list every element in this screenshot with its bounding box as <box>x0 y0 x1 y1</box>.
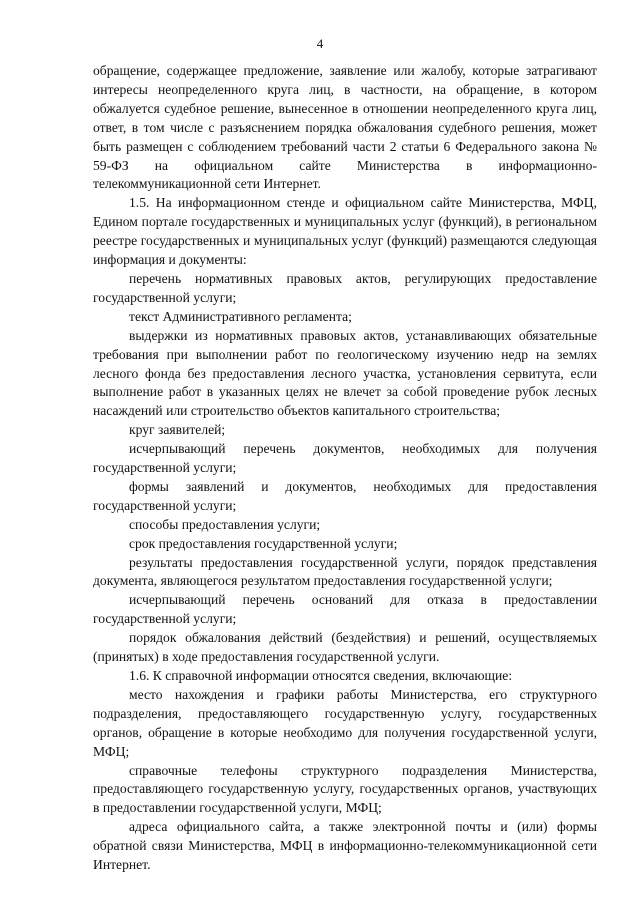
paragraph: 1.6. К справочной информации относятся сведения, включающие: <box>129 668 513 683</box>
list-item: справочные телефоны структурного подразделения Министерства, предоставляющего государственную услугу, государственных органов, участвующих в предоставлении государственной услуги, МФЦ; <box>93 762 597 816</box>
page-number: 4 <box>316 36 324 51</box>
list-item: адреса официального сайта, а также электронной почты и (или) формы обратной связи Министерства, МФЦ в информационно-телекоммуникационной сети Интернет. <box>93 819 597 873</box>
list-item: место нахождения и графики работы Министерства, его структурного подразделения, предоставляющего государственную услугу, государственных органов, обращение в которые необходимо для получения государственной услуги, МФЦ; <box>93 686 597 759</box>
list-item: круг заявителей; <box>129 422 226 438</box>
list-item: срок предоставления государственной услуги; <box>129 535 398 551</box>
list-item: исчерпывающий перечень оснований для отказа в предоставлении государственной услуги; <box>93 592 597 627</box>
list-item: результаты предоставления государственной услуги, порядок представления документа, являющегося результатом предоставления государственной услуги; <box>93 554 597 589</box>
paragraph: обращение, содержащее предложение, заявление или жалобу, которые затрагивают интересы неопределенного круга лиц, в частности, на обращение, в котором обжалуется судебное решение, вынесенное в отношении неопределенного круга лиц, ответ, в том числе с разъяснением порядка обжалования судебного решения, может быть размещен с соблюдением требований части 2 статьи 6 Федерального закона № 59-ФЗ на официальном сайте Министерства в информационно-телекоммуникационной сети Интернет. <box>93 63 597 192</box>
list-item: перечень нормативных правовых актов, регулирующих предоставление государственной услуги; <box>93 270 597 305</box>
paragraph: 1.5. На информационном стенде и официальном сайте Министерства, МФЦ, Едином портале государственных и муниципальных услуг (функций), в региональном реестре государственных и муниципальных услуг (функций) размещаются следующая информация и документы: <box>93 195 597 268</box>
list-item: способы предоставления услуги; <box>129 516 321 532</box>
list-item: выдержки из нормативных правовых актов, устанавливающих обязательные требования при выполнении работ по геологическому изучению недр на землях лесного фонда без предоставления лесного участка, установления сервитута, если выполнение работ в указанных целях не влечет за собой проведение рубок лесных насаждений или строительство объектов капитального строительства; <box>93 327 597 419</box>
list-item: исчерпывающий перечень документов, необходимых для получения государственной услуги; <box>93 441 597 476</box>
document-body <box>93 62 597 875</box>
list-item: текст Административного регламента; <box>129 308 352 324</box>
list-item: порядок обжалования действий (бездействия) и решений, осуществляемых (принятых) в ходе предоставления государственной услуги. <box>93 630 597 665</box>
list-item: формы заявлений и документов, необходимых для предоставления государственной услуги; <box>93 478 597 513</box>
